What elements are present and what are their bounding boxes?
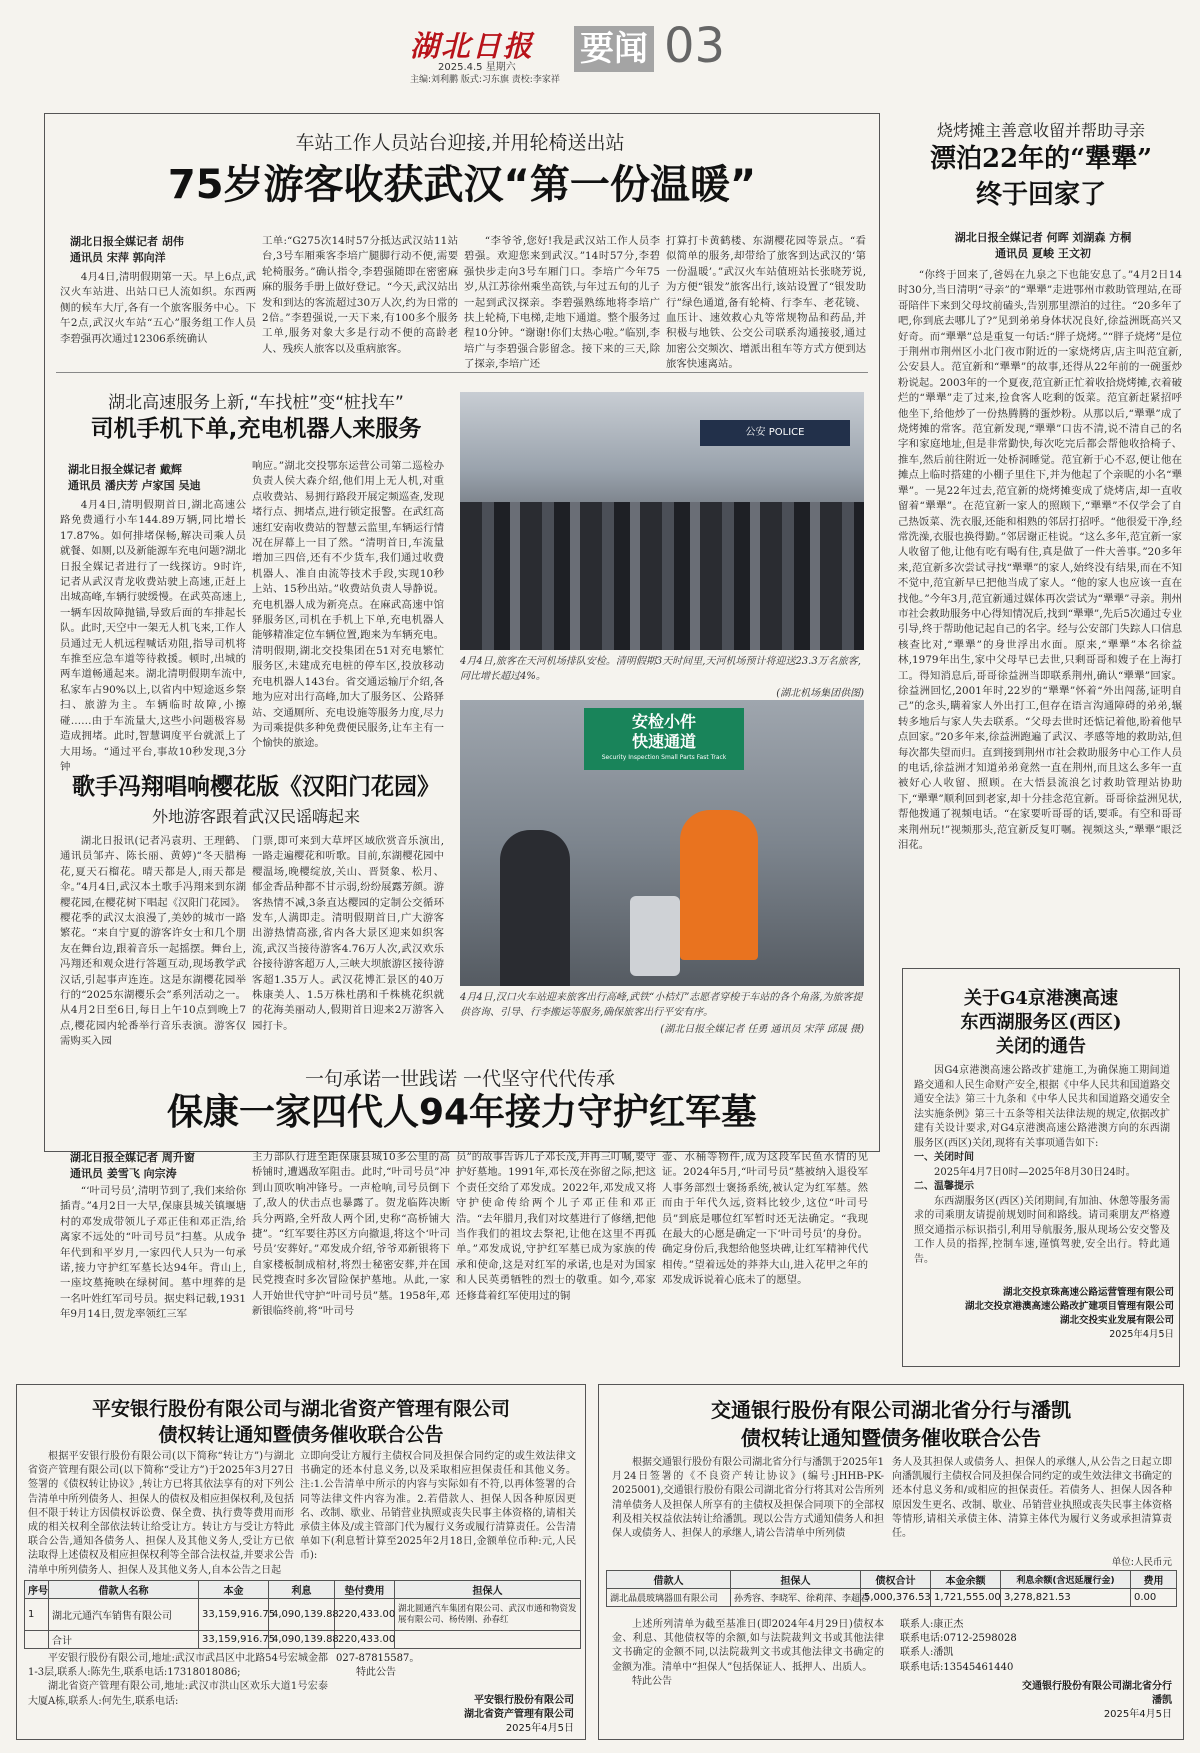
article-title: 保康一家四代人94年接力守护红军墓 — [166, 1092, 758, 1133]
photo-caption: 4月4日,旅客在天河机场排队安检。清明假期3天时间里,天河机场预计将迎送23.3万名旅客,同比增长超过4%。 — [460, 656, 861, 682]
article-column: 壶、水桶等物件,成为这段军民鱼水情的见证。2024年5月,“叶司号员”墓被纳入退役军人事务部烈士褒扬系统,被认定为红军墓。然而由于年代久远,资料比较少,这位“叶司号员”到底是哪位红军暂时还无法确定。“我现在最大的心愿是确定一下‘叶司号员’的身份。确定身份后,我想给他竖块碑,让红军精神代代相传。”望着远处的莽莽大山,进入花甲之年的邓发成诉说着心底未了的愿望。 — [662, 1151, 868, 1287]
photo-airport-security — [460, 392, 864, 650]
article-column: 工单:“G275次14时57分抵达武汉站11站台,3号车厢乘客李培广腿脚行动不便,需要轮椅服务。”确认指令,李碧强随即在密密麻麻的服务手册上做好登记。“今天,武汉站出发和到达的客流超过30万人次,约为日常的2倍。”李碧强说,一天下来,有100多个服务工单,服务对象大多是行动不便的高龄老人、残疾人旅客以及重病旅客。 — [262, 235, 458, 355]
photo-train-station-volunteer — [460, 700, 864, 986]
ad-debt-table — [606, 1570, 1177, 1607]
ad-column: 务人及其担保人或债务人、担保人的承继人,从公告之日起立即向潘凯履行主债权合同及担保合同约定的或生效法律文书确定的还本付息义务和/或相应的担保责任。若债务人、担保人因各种原因发生更名、改制、歇业、吊销营业执照或丧失民事主体资格等情形,请相关承债主体、清算主体代为履行义务或承担清算责任。 — [892, 1457, 1172, 1540]
article-column: “你终于回来了,爸妈在九泉之下也能安息了。”4月2日14时30分,当日清明“寻亲”的“犟犟”走进鄂州市救助管理站,在哥哥陪伴下来到父母坟前磕头,告别那里漂泊的过往。“20多年了吧,你到底去哪儿了?”见到弟弟身体状况良好,徐益洲既高兴又好奇。而“犟犟”总是重复一句话:“胖子烧烤。”“胖子烧烤”是位于荆州市荆州区小北门夜市附近的一家烧烤店,店主叫范宜新,公安县人。范宜新和“犟犟”的故事,还得从22年前的一碗蛋炒粉说起。2003年的一个夏夜,范宜新正忙着收拾烧烤摊,衣着破烂的“犟犟”走了过来,捡食客人吃剩的饭菜。范宜新赶紧招呼他坐下,给他炒了一份热腾腾的蛋炒粉。从那以后,“犟犟”成了烧烤摊的常客。范宜新发现,“犟犟”口齿不清,说不清自己的名字和家庭地址,但是非常勤快,每次吃完后都会帮他收拾椅子、推车,然后前往附近一处桥洞睡觉。范宜新于心不忍,便让他在摊点上临时搭建的小棚子里住下,并为他起了个亲昵的小名“犟犟”。一晃22年过去,范宜新的烧烤摊变成了烧烤店,却一直收留着“犟犟”。在范宜新一家人的照顾下,“犟犟”不仅学会了自己热饭菜、洗衣服,还能和相熟的邻居打招呼。“他很爱干净,经常洗澡,衣服也换得勤。”邻居谢正桂说。“这么多年,范宜新一家人收留了他,让他有吃有喝有住,真是做了一件大善事。”20多年来,范宜新多次尝试寻找“犟犟”的家人,始终没有结果,而在不知不觉中,范宜新早已把他当成了家人。“他的家人也应该一直在找他。”今年3月,范宜新通过媒体再次尝试为“犟犟”寻亲。荆州市社会救助服务中心得知情况后,找到“犟犟”,先后5次通过专业引导,终于帮助他记起自己的名字。经与公安部门失踪人口信息核查比对,“犟犟”的身世浮出水面。原来,“犟犟”本名徐益林,1979年出生,家中父母早已去世,只剩哥哥和嫂子在上海打工。得知消息后,哥哥徐益洲当即联系荆州,确认“犟犟”回家。徐益洲回忆,2001年时,22岁的“犟犟”怀着“外出闯荡,证明自己”的念头,瞒着家人外出打工,但存在语言沟通障碍的弟弟,辗转多地后与家人失去联系。“父母去世时还惦记着他,盼着他早点回家。”20多年来,徐益洲跑遍了武汉、孝感等地的救助站,但每次都失望而归。直到接到荆州市社会救助服务中心工作人员的电话,徐益洲才知道弟弟竟然一直在荆州,而且这么多年一直被好心人收留、照顾。在大悟县流浪乞讨救助管理站协助下,“犟犟”顺利回到老家,却十分挂念范宜新。哥哥徐益洲见状,帮他拨通了视频电话。“在家要听哥哥的话,要乖。有空和哥哥来荆州玩!”视频那头,范宜新反复叮嘱。视频这头,“犟犟”眼泛泪花。 — [898, 269, 1182, 852]
article-column: 响应。”湖北交投鄂东运营公司第二巡检办负责人侯大森介绍,他们用上无人机,对重点收费站、易拥行路段开展定频巡查,发现堵行点、拥堵点,进行锁定报警。在武红高速红安南收费站的智慧云监里,车辆运行情况在屏幕上一目了然。“清明首日,车流量增加三四倍,还有不少货车,我们通过收费机器人、准自由流等技术手段,实现10秒上站、15秒出站。”收费站负责人导静说。充电机器人成为新亮点。在麻武高速中馆驿服务区,司机在手机上下单,充电机器人能够精准定位车辆位置,跑来为车辆充电。清明假期,湖北交投集团在51对充电繁忙服务区,未建成充电桩的停车区,投放移动充电机器人143台。省交通运输厅介绍,各地为应对出行高峰,加大了服务区、公路驿站、交通厕所、充电设施等服务力度,尽力为司乘提供多种免费便民服务,让车主有一个愉快的旅途。 — [252, 460, 444, 750]
police-sign: 公安 POLICE — [700, 420, 850, 446]
notice-title: 东西湖服务区(西区) — [960, 1012, 1122, 1033]
article-column: 4月4日,清明假期首日,湖北高速公路免费通行小车144.89万辆,同比增长17.87%。如何排堵保畅,解决司乘人员就餐、如厕,以及新能源车充电问题?湖北日报全媒记者进行了一线探访。9时许,记者从武汉青龙收费站驶上高速,正赶上出城高峰,车辆行驶缓慢。在武英高速上,一辆车因故障抛锚,导致后面的车排起长队。此时,天空中一架无人机飞来,工作人员通过无人机远程喊话劝阻,指导司机将车推至应急车道等待救援。顿时,出城的两车道畅通起来。湖北清明假期车流中,私家车占90%以上,以省内中短途返乡祭扫、旅游为主。车辆临时故障,小擦碰……由于车流量大,这些小问题极容易造成拥堵。此时,智慧调度平台就派上了大用场。“通过平台,事故10秒发现,3分钟 — [60, 499, 246, 773]
article-title: 漂泊22年的“犟犟” — [929, 144, 1153, 174]
ad-contacts: 联系人:康正杰 联系电话:0712-2598028 联系人:潘凯 联系电话:13545461440 — [900, 1619, 1017, 1673]
article-title-line2: 终于回家了 — [975, 180, 1106, 210]
article-byline: 湖北日报全媒记者 戴辉 通讯员 潘庆芳 卢家国 吴迪 — [68, 463, 201, 492]
article-kicker: 一句承诺一世践诺 一代坚守代代传承 — [304, 1068, 616, 1090]
ad-unit-label: 单位:人民币元 — [1111, 1557, 1172, 1568]
ad-notes: 上述所列清单为截至基准日(即2024年4月29日)债权本金、利息、其他债权等的余额,如与法院裁判文书或其他法律文书确定的金额不同,以法院裁判文书或其他法律文书确定的金额为准。清单中“担保人”包括保证人、抵押人、出质人。 特此公告 — [612, 1619, 884, 1687]
article-kicker: 烧烤摊主善意收留并帮助寻亲 — [936, 121, 1145, 140]
article-column: 打算打卡黄鹤楼、东湖樱花园等景点。“看似简单的服务,却带给了旅客到达武汉的‘第一份温暖’。”武汉火车站值班站长张晓芳说,为方便“银发”旅客出行,该站设置了“银发助行”绿色通道,备有轮椅、行李车、老花镜、血压计、速效救心丸等常规物品和药品,并积极与地铁、公交公司联系沟通接驳,通过加密公交频次、增派出租车等方式方便到达旅客快速离站。 — [666, 235, 866, 371]
table-row: 1 湖北元通汽车销售有限公司 33,159,916.75 4,090,139.88 220,433.00 湖北圆通汽车集团有限公司、武汉市通和物资发展有限公司、杨传刚、孙春红 — [25, 1599, 581, 1631]
article-column: 门票,即可来到大草坪区域欣赏音乐演出,一路走遍樱花和听歌。目前,东湖樱花园中樱温场,晚樱绽放,关山、晋贤象、松月、郁金香品种都不甘示弱,纷纷展露芳颜。游客热情不减,3条直达樱园的定制公交循环发车,人满即走。清明假期首日,广大游客出游热情高涨,省内各大景区迎来如织客流,武汉当接待游客4.76万人次,武汉欢乐谷接待游客超万人,三峡大坝旅游区接待游客超1.35万人。武汉花博汇景区的40万株康美人、1.5万株杜鹃和千株桃花织就的花海美丽动人,假期首日迎来2万游客入园打卡。 — [252, 835, 444, 1032]
ad-title: 债权转让通知暨债务催收联合公告 — [158, 1424, 444, 1446]
article-subtitle: 外地游客跟着武汉民谣嗨起来 — [151, 807, 360, 826]
ad-signatures: 平安银行股份有限公司 湖北省资产管理有限公司 2025年4月5日 — [464, 1695, 574, 1734]
ad-signatures: 交通银行股份有限公司湖北省分行 潘凯 2025年4月5日 — [1022, 1681, 1172, 1720]
crowd-shape — [460, 502, 864, 650]
ad-title: 债权转让通知暨债务催收联合公告 — [741, 1426, 1041, 1450]
photo-credit: (湖北日报全媒记者 任勇 通讯员 宋萍 邱晟 摄) — [660, 1024, 864, 1035]
article-column: “李爷爷,您好!我是武汉站工作人员李碧强。欢迎您来到武汉。”14时57分,李碧强快步走向3号车厢门口。李培广今年75岁,从江苏徐州乘坐高铁,与年过五旬的儿子一起到武汉探亲。李碧强熟练地将李培广扶上轮椅,下电梯,走地下通道。整个服务过程10分钟。“谢谢!你们太热心啦。”临别,李培广与李碧强合影留念。接下来的三天,除了探亲,李培广还 — [464, 235, 660, 371]
article-column: “‘叶司号员’,清明节到了,我们来给你插青。”4月2日一大早,保康县城关镇堰塘村的邓发成带领儿子邓正佳和邓正浩,给离家不远处的“叶司号员”扫墓。从成争年代到和平岁月,一家四代人只为一句承诺,接力守护红军墓长达94年。背山上,一座坟墓掩映在绿树间。墓中埋葬的是一名叶姓红军司号员。据史料记载,1931年9月14日,贺龙率领红三军 — [60, 1185, 246, 1321]
table-row: 湖北晶晨玻璃器皿有限公司 孙秀容、李晓军、徐莉萍、李超君 5,000,376.53 1,721,555.00 3,278,821.53 0.00 — [607, 1589, 1177, 1607]
issue-date: 2025.4.5 星期六 — [438, 62, 516, 73]
article-column: 湖北日报讯(记者冯袁玥、王理鹤、通讯员邹卉、陈长丽、黄婷)“冬天腊梅花,夏天石榴花。晴天都是人,雨天都是伞。”4月4日,武汉本土歌手冯翔来到东湖樱花园,在樱花树下唱起《汉阳门花园》。樱花季的武汉太浪漫了,美妙的城市一路繁花。“来自宁夏的游客许女士和几个朋友在舞台边,跟着音乐一起摇摆。舞台上,冯翔还和观众进行答题互动,现场教学武汉话,引起事声连连。这是东湖樱花园举行的“2025东湖樱乐会”系列活动之一。从4月2日至6日,每日上午10点到晚上7点,樱花园内轮番举行音乐表演。游客仅需购买入园 — [60, 835, 246, 1048]
masthead — [0, 0, 1200, 92]
article-title: 司机手机下单,充电机器人来服务 — [90, 416, 422, 442]
ad-column: 根据交通银行股份有限公司湖北省分行与潘凯于2025年1月24日签署的《不良资产转让协议》(编号:JHHB-PK-2025001),交通银行股份有限公司湖北省分行将其对公告所列清单债务人及担保人所享有的主债权及担保合同项下的全部权利及相关权益依法转让给潘凯。现以公告方式通知债务人和担保人或债务人、担保人的承继人,请公告清单中所列债 — [612, 1457, 884, 1540]
table-header-row: 序号 借款人名称 本金 利息 垫付费用 担保人 — [25, 1581, 581, 1599]
photo-credit: (湖北机场集团供图) — [776, 688, 864, 699]
notice-title: 关于G4京港澳高速 — [964, 988, 1118, 1009]
article-title: 75岁游客收获武汉“第一份温暖” — [167, 162, 757, 208]
photo-caption: 4月4日,汉口火车站迎来旅客出行高峰,武铁“小桔灯”志愿者穿梭于车站的各个角落,为旅客提供咨询、引导、行李搬运等服务,确保旅客出行平安有序。 — [460, 992, 863, 1018]
newspaper-logo: 湖北日报 — [410, 29, 535, 63]
page-number: 03 — [664, 18, 726, 74]
ad-title: 交通银行股份有限公司湖北省分行与潘凯 — [711, 1398, 1071, 1422]
security-sign: 安检小件 快速通道 Security Inspection Small Parts Fast Track — [584, 708, 744, 770]
table-row: 合计 33,159,916.75 4,090,139.88 220,433.00 — [25, 1631, 581, 1649]
article-column: 主力部队行进至距保康县城10多公里的高桥铺时,遭遇敌军阻击。此时,“叶司号员”冲到山顶吹响冲锋号。一声枪响,司号员倒下了,敌人的伏击点也暴露了。贺龙临阵决断兵分两路,全歼敌人两个团,史称“高桥铺大捷”。“红军要往苏区方向撤退,将这个‘叶司号员’安葬好。”邓发成介绍,爷爷邓新银将下自家楼板制成棺材,将烈士秘密安葬,并在国民党搜查时多次冒险保护墓地。从此,一家人开始世代守护“叶司号员”墓。1958年,邓新银临终前,将“叶司号 — [252, 1151, 450, 1318]
article-byline: 湖北日报全媒记者 何晖 刘湖森 方桐 通讯员 夏峻 王文初 — [954, 231, 1132, 260]
article-column: 员”的故事告诉儿子邓长茂,并再三叮嘱,要守护好墓地。1991年,邓长茂在弥留之际,把这个责任交给了邓发成。2022年,邓发成又将守护使命传给两个儿子邓正佳和邓正浩。“去年腊月,我们对坟墓进行了修缮,把他当作我们的祖坟去祭祀,让他在这里不再孤单。”邓发成说,守护红军墓已成为家族的传承和使命,这是对红军的承诺,也是对为国家和人民英勇牺牲的烈士的敬重。如今,邓家还修葺着红军使用过的铜 — [456, 1151, 656, 1302]
article-kicker: 湖北高速服务上新,“车找桩”变“桩找车” — [108, 393, 404, 413]
editor-credits: 主编:刘利鹏 版式:习东旗 责校:李家祥 — [410, 75, 560, 85]
divider — [56, 372, 868, 373]
ad-column: 立即向受让方履行主债权合同及担保合同约定的或生效法律文书确定的还本付息义务,以及采取相应担保责任和其他义务。注:1.公告清单中所示的内容与实际如有不符,以再体签署的合同等法律文件内容为准。2.若借款人、担保人因各种原因更名、改制、歇业、吊销营业执照或丧失民事主体资格的,请相关承债主体及/或主管部门代为履行义务或履行清算责任。公告清单如下(利息暂计算至2025年2月18日,金额单位币种:元,人民币): — [300, 1451, 576, 1562]
article-title: 歌手冯翔唱响樱花版《汉阳门花园》 — [72, 774, 440, 800]
table-header-row: 借款人 担保人 债权合计 本金余额 利息余额(含迟延履行金) 费用 — [607, 1571, 1177, 1589]
section-badge: 要闻 — [574, 26, 654, 72]
ad-title: 平安银行股份有限公司与湖北省资产管理有限公司 — [91, 1398, 510, 1420]
article-kicker: 车站工作人员站台迎接,并用轮椅送出站 — [295, 132, 625, 154]
ad-contact-phone: 027-87815587。 特此公告 — [336, 1653, 420, 1679]
ad-debt-table — [24, 1580, 581, 1649]
notice-title: 关闭的通告 — [996, 1036, 1086, 1057]
article-byline: 湖北日报全媒记者 胡伟 通讯员 宋萍 郭向洋 — [70, 235, 184, 264]
ad-column: 根据平安银行股份有限公司(以下简称“转让方”)与湖北省资产管理有限公司(以下简称“受让方”)于2025年3月27日签署的《债权转让协议》,转让方已将其依法享有的对下列公告清单中所列债务人、担保人的债权及相应担保权利,及包括但不限于转让方因债权诉讼费、保全费、执行费等费用而形成的相关权利全部依法转让给受让方。转让方与受让方特此联合公告,通知各债务人、担保人及其他义务人,受让方已依法取得上述债权及相应担保权利等全部合法权益,并要求公告清单中所列债务人、担保人及其他义务人,自本公告之日起 — [28, 1451, 294, 1576]
volunteer-orange-vest — [680, 810, 758, 960]
article-column: 4月4日,清明假期第一天。早上6点,武汉火车站进、出站口已人流如织。东西两侧的候车大厅,各有一个旅客服务中心。下午2点,武汉火车站“五心”服务组工作人员李碧强再次通过12306系统确认 — [60, 271, 256, 345]
ad-contacts: 平安银行股份有限公司,地址:武汉市武昌区中北路54号宏城金都1-3层,联系人:陈先生,联系电话:17318018086; 湖北省资产管理有限公司,地址:武汉市洪山区欢乐大道1号宏泰大厦A栋,联系人:何先生,联系电话: — [28, 1653, 328, 1707]
notice-body: 因G4京港澳高速公路改扩建施工,为确保施工期间道路交通和人民生命财产安全,根据《中华人民共和国道路交通安全法》第三十九条和《中华人民共和国道路交通安全法实施条例》第三十五条等相关法律法规的规定,依据改扩建有关设计要求,对G4京港澳高速公路港澳方向的东西湖服务区(西区)关闭,现将有关事项通告如下: 一、关闭时间 2025年4月7日0时—2025年8月30日24时。 二、温馨提示 东西湖服务区(西区)关闭期间,有加油、休憩等服务需求的司乘朋友请提前规划时间和路线。请司乘朋友严格遵照交通指示标识指引,利用导航服务,服从现场公安交警及工作人员的指挥,控制车速,谨慎驾驶,安全出行。特此通告。 — [914, 1065, 1170, 1265]
suitcase — [630, 896, 680, 976]
traveler-figure — [500, 830, 570, 986]
notice-signatures: 湖北交投京珠高速公路运营管理有限公司 湖北交投京港澳高速公路改扩建项目管理有限公司 湖北交投实业发展有限公司 2025年4月5日 — [964, 1287, 1174, 1340]
article-byline: 湖北日报全媒记者 周升窗 通讯员 姜雪飞 向宗涛 — [70, 1151, 195, 1180]
